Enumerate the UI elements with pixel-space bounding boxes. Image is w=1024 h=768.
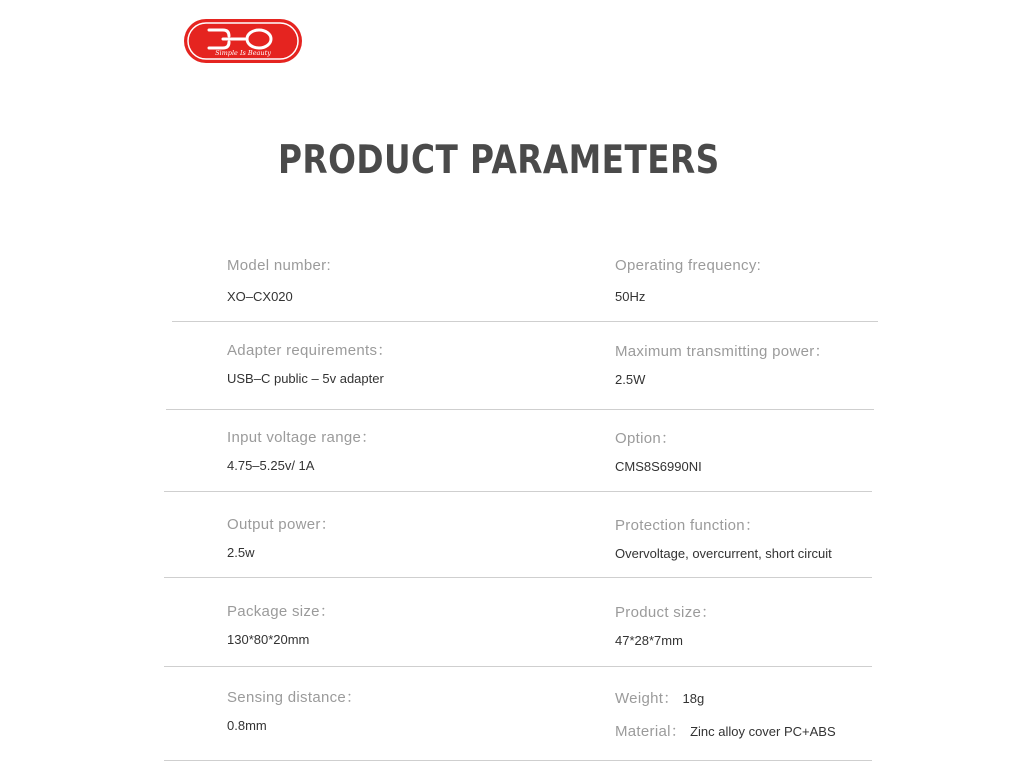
logo-tagline: Simple Is Beauty (215, 49, 271, 57)
value-adapter-requirements: USB–C public – 5v adapter (227, 371, 384, 386)
value-sensing-distance: 0.8mm (227, 718, 267, 733)
label-input-voltage-range: Input voltage range： (227, 429, 377, 446)
label-output-power: Output power： (227, 516, 336, 533)
value-max-transmitting-power: 2.5W (615, 372, 646, 387)
weight-line (615, 687, 704, 708)
value-option: CMS8S6990NI (615, 459, 702, 474)
value-output-power: 2.5w (227, 545, 255, 560)
value-material: Zinc alloy cover PC+ABS (690, 724, 836, 739)
value-product-size: 47*28*7mm (615, 633, 683, 648)
label-protection-function: Protection function： (615, 517, 761, 534)
material-line (615, 720, 836, 741)
value-input-voltage-range: 4.75–5.25v/ 1A (227, 458, 315, 473)
label-adapter-requirements: Adapter requirements： (227, 342, 393, 359)
row-divider (164, 491, 872, 492)
row-divider (172, 321, 878, 322)
value-model-number: XO–CX020 (227, 289, 293, 304)
label-operating-frequency: Operating frequency: (615, 257, 762, 274)
label-product-size: Product size： (615, 604, 717, 621)
label-weight: Weight： (615, 690, 679, 707)
label-sensing-distance: Sensing distance： (227, 689, 362, 706)
page-title: PRODUCT PARAMETERS (278, 138, 720, 183)
value-package-size: 130*80*20mm (227, 632, 310, 647)
value-operating-frequency: 50Hz (615, 289, 646, 304)
label-package-size: Package size： (227, 603, 336, 620)
xo-logo (183, 18, 303, 64)
value-protection-function: Overvoltage, overcurrent, short circuit (615, 546, 832, 561)
label-material: Material： (615, 723, 687, 740)
row-divider (164, 666, 872, 667)
row-divider (164, 760, 872, 761)
row-divider (164, 577, 872, 578)
label-model-number: Model number: (227, 257, 331, 274)
label-option: Option： (615, 430, 677, 447)
label-max-transmitting-power: Maximum transmitting power： (615, 343, 830, 360)
row-divider (166, 409, 874, 410)
value-weight: 18g (682, 691, 705, 706)
